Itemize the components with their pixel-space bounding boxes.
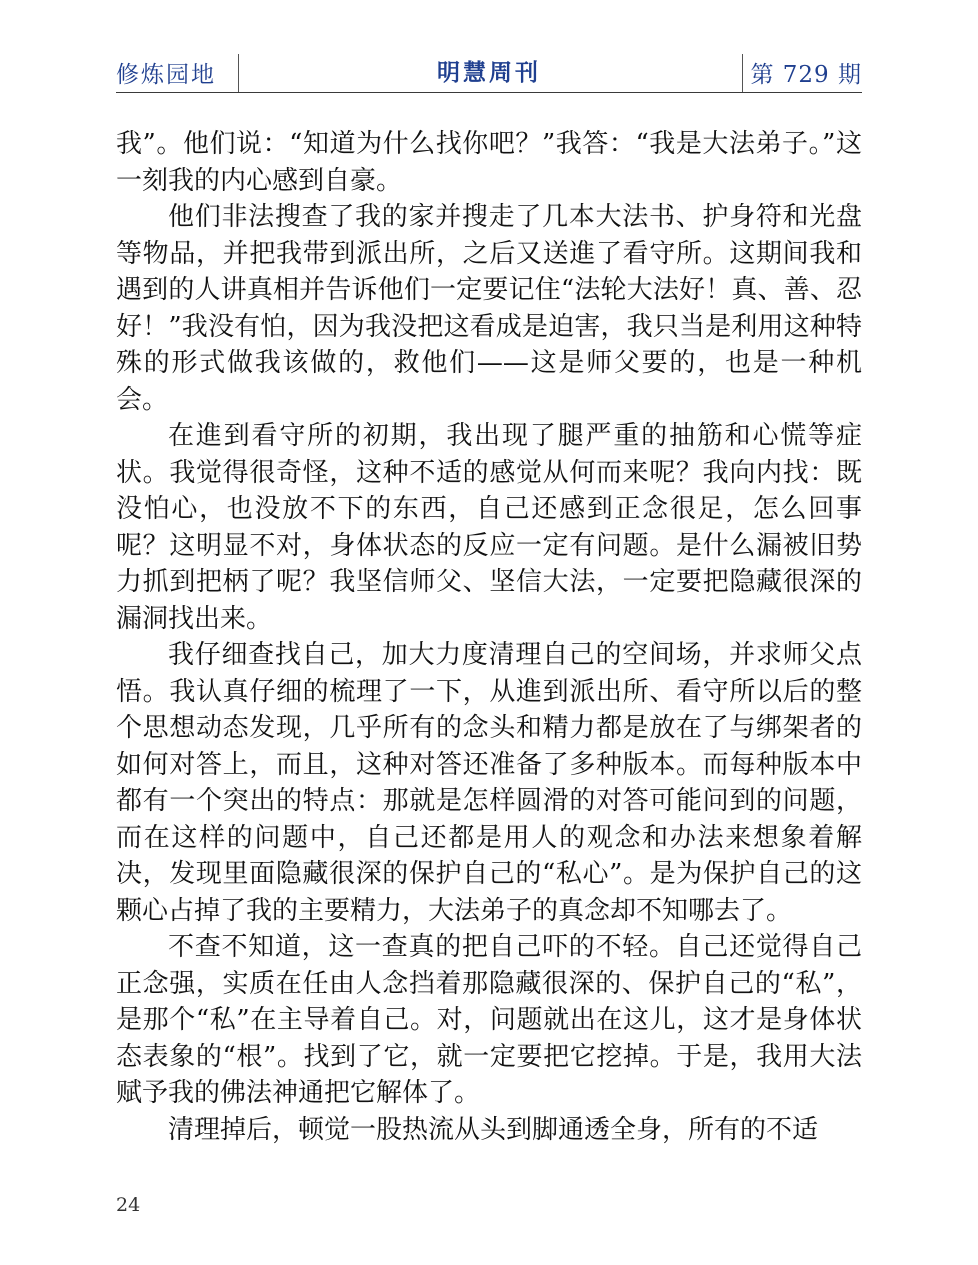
paragraph: 不查不知道，这一查真的把自己吓的不轻。自己还觉得自己正念强，实质在任由人念挡着那隐藏很深的、保护自己的“私”，是那个“私”在主导着自己。对，问题就出在这儿，这才是身体状态表象的“根”。找到了它，就一定要把它挖掉。于是，我用大法赋予我的佛法神通把它解体了。 [116, 932, 862, 1108]
paragraph: 清理掉后，顿觉一股热流从头到脚通透全身，所有的不适 [168, 1114, 819, 1145]
paragraph: 在進到看守所的初期，我出现了腿严重的抽筋和心慌等症状。我觉得很奇怪，这种不适的感觉从何而来呢？我向内找：既没怕心，也没放不下的东西，自己还感到正念很足，怎么回事呢？这明显不对，身体状态的反应一定有问题。是什么漏被旧势力抓到把柄了呢？我坚信师父、坚信大法，一定要把隐藏很深的漏洞找出来。 [116, 421, 862, 634]
page-number: 24 [116, 1194, 141, 1216]
paragraph: 我”。他们说：“知道为什么找你吧？”我答：“我是大法弟子。”这一刻我的内心感到自豪。 [116, 129, 862, 196]
page-header [116, 48, 862, 93]
paragraph: 他们非法搜查了我的家并搜走了几本大法书、护身符和光盘等物品，并把我带到派出所，之后又送進了看守所。这期间我和遇到的人讲真相并告诉他们一定要记住“法轮大法好！真、善、忍好！”我没有怕，因为我没把这看成是迫害，我只当是利用这种特殊的形式做我该做的，救他们——这是师父要的，也是一种机会。 [116, 202, 862, 415]
publication-title: 明慧周刊 [437, 59, 541, 86]
header-divider-right [742, 54, 743, 92]
article-body [116, 126, 862, 1148]
section-name: 修炼园地 [116, 62, 216, 88]
paragraph: 我仔细查找自己，加大力度清理自己的空间场，并求师父点悟。我认真仔细的梳理了一下，从進到派出所、看守所以后的整个思想动态发现，几乎所有的念头和精力都是放在了与绑架者的如何对答上，而且，这种对答还准备了多种版本。而每种版本中都有一个突出的特点：那就是怎样圆滑的对答可能问到的问题，而在这样的问题中，自己还都是用人的观念和办法来想象着解决，发现里面隐藏很深的保护自己的“私心”。是为保护自己的这颗心占掉了我的主要精力，大法弟子的真念却不知哪去了。 [116, 640, 862, 926]
issue-number: 第 729 期 [750, 62, 862, 88]
